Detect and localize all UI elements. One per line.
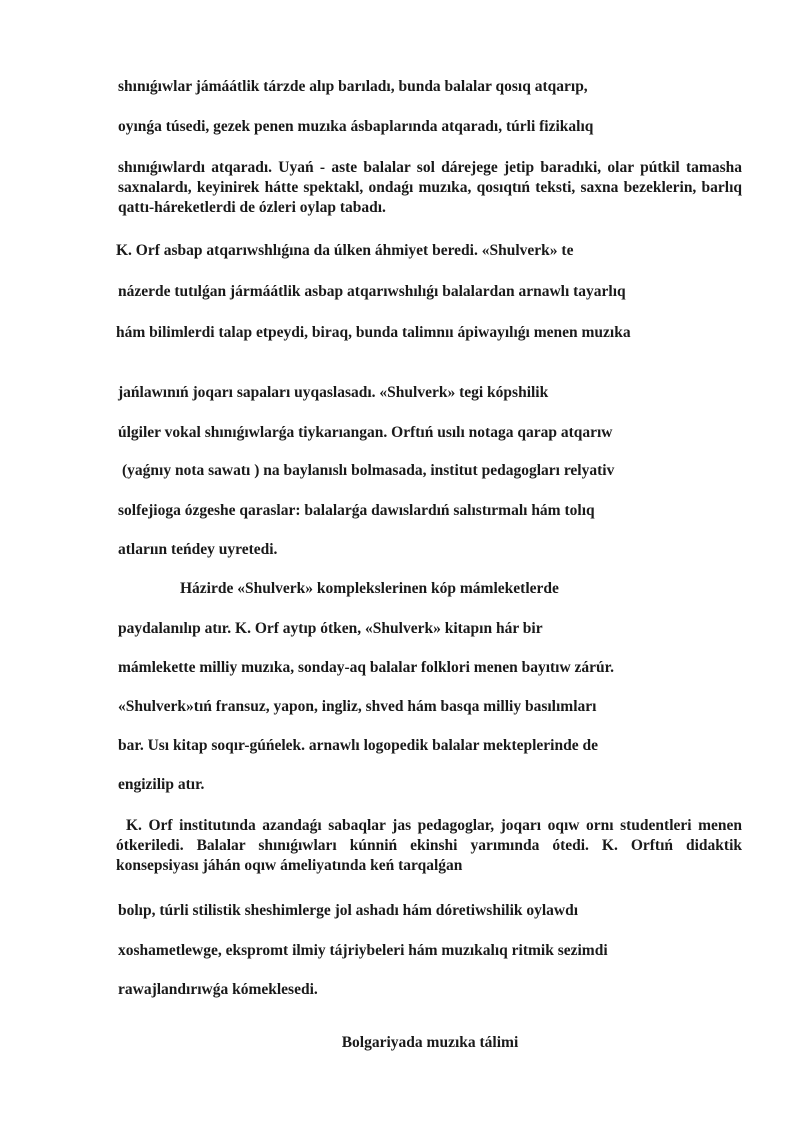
text-line: rawajlandırıwǵa kómeklesedi. (118, 981, 318, 998)
text-line: «Shulverk»tıń fransuz, yapon, ingliz, shved hám basqa milliy basılımları (118, 698, 597, 715)
text-paragraph: K. Orf institutında azandaǵı sabaqlar jas pedagoglar, joqarı oqıw ornı studentleri menen ótkeriledi. Balalar shınıǵıwları kúnniń ekinshi yarımında ótedi. K. Orftıń didaktik konsepsiyası jáhán oqıw ámeliyatında keń tarqalǵan (116, 817, 742, 874)
text-line: (yaǵnıy nota sawatı ) na baylanıslı bolmasada, institut pedagogları relyativ (122, 462, 615, 479)
text-line: jańlawınıń joqarı sapaları uyqaslasadı. «Shulverk» tegi kópshilik (118, 384, 549, 401)
text-line: engizilip atır. (118, 776, 205, 793)
text-line: solfejioga ózgeshe qaraslar: balalarǵa dawıslardıń salıstırmalı hám tolıq (118, 502, 595, 519)
text-line: bolıp, túrli stilistik sheshimlerge jol ashadı hám dóretiwshilik oylawdı (118, 902, 579, 919)
text-line: shınıǵıwlar jámáátlik tárzde alıp barıladı, bunda balalar qosıq atqarıp, (118, 78, 588, 95)
text-paragraph: hám bilimlerdi talap etpeydi, biraq, bunda talimnıı ápiwayılıǵı menen muzıka (116, 324, 631, 341)
text-line: K. Orf asbap atqarıwshlıǵına da úlken áhmiyet beredi. «Shulverk» te (116, 242, 574, 259)
text-line: oyınǵa túsedi, gezek penen muzıka ásbaplarında atqaradı, túrli fizikalıq (118, 118, 594, 135)
text-line: názerde tutılǵan jármáátlik asbap atqarıwshılıǵı balalardan arnawlı tayarlıq (118, 283, 626, 300)
text-line: paydalanılıp atır. K. Orf aytıp ótken, «Shulverk» kitapın hár bir (118, 620, 543, 637)
text-line: úlgiler vokal shınıǵıwlarǵa tiykarıangan. Orftıń usılı notaga qarap atqarıw (118, 424, 613, 441)
section-heading: Bolgariyada muzıka tálimi (341, 1033, 519, 1051)
text-paragraph: shınıǵıwlardı atqaradı. Uyań - aste balalar sol dárejege jetip baradıki, olar pútkil tamasha saxnalardı, keyinirek hátte spektakl, ondaǵı muzıka, qosıqtıń teksti, saxna bezeklerin, barlıq qattı-háreketlerdi de ózleri oylap tabadı. (118, 159, 742, 216)
text-line: atlarıın teńdey uyretedi. (118, 541, 278, 558)
text-line: Házirde «Shulverk» komplekslerinen kóp mámleketlerde (180, 580, 559, 597)
text-line: xoshametlewge, ekspromt ilmiy tájriybeleri hám muzıkalıq ritmik sezimdi (118, 942, 608, 959)
text-line: bar. Usı kitap soqır-gúńelek. arnawlı logopedik balalar mekteplerinde de (118, 737, 598, 754)
text-line: mámlekette milliy muzıka, sonday-aq balalar folklori menen bayıtıw zárúr. (118, 659, 614, 676)
